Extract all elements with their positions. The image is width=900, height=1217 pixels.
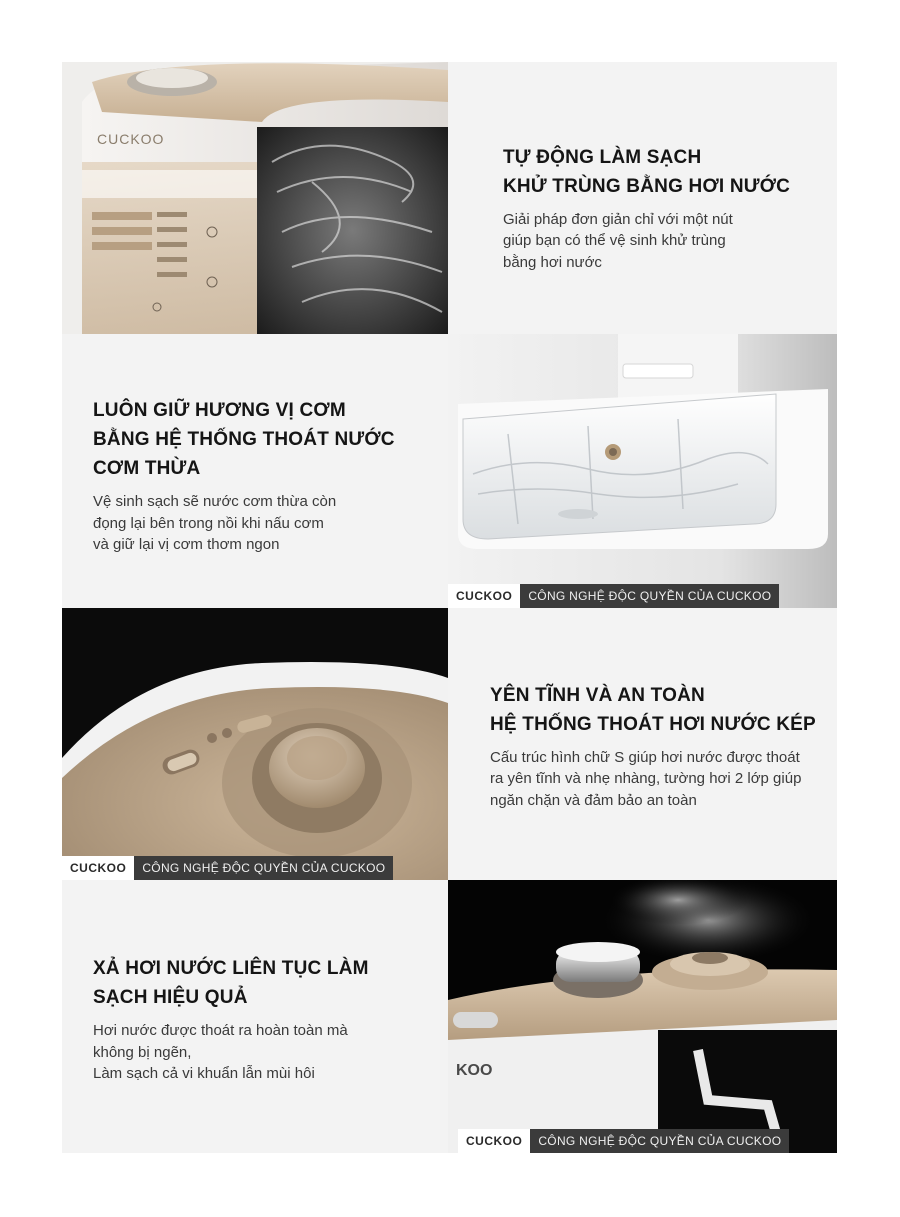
badge-brand: CUCKOO (458, 1129, 530, 1153)
desc-line: giúp bạn có thể vệ sinh khử trùng (503, 232, 726, 250)
quiet-safe-title (490, 681, 837, 739)
residue-drain-description (93, 491, 448, 556)
badge-brand: CUCKOO (448, 584, 520, 608)
exclusive-tech-badge (62, 856, 393, 880)
steam-clean-title (503, 143, 837, 201)
badge-note: CÔNG NGHỆ ĐỘC QUYỀN CỦA CUCKOO (134, 856, 393, 880)
steam-clean-description (503, 209, 837, 274)
desc-line: không bị ngẽn, (93, 1043, 192, 1061)
desc-line: Vệ sinh sạch sẽ nước cơm thừa còn (93, 493, 337, 511)
cooker-brand-text: CUCKOO (97, 131, 165, 147)
desc-line: đọng lại bên trong nồi khi nấu cơm (93, 514, 324, 532)
title-line: TỰ ĐỘNG LÀM SẠCH (503, 146, 702, 168)
title-line: KHỬ TRÙNG BẰNG HƠI NƯỚC (503, 175, 791, 197)
steam-release-photo (448, 880, 837, 1153)
title-line: LUÔN GIỮ HƯƠNG VỊ CƠM (93, 400, 346, 422)
desc-line: Làm sạch cả vi khuẩn lẫn mùi hôi (93, 1065, 315, 1083)
exclusive-tech-badge (458, 1129, 789, 1153)
exclusive-tech-badge (448, 584, 779, 608)
title-line: HỆ THỐNG THOÁT HƠI NƯỚC KÉP (490, 713, 816, 735)
badge-note: CÔNG NGHỆ ĐỘC QUYỀN CỦA CUCKOO (520, 584, 779, 608)
steam-valve-photo (62, 608, 448, 880)
continuous-steam-description (93, 1020, 448, 1085)
water-tank-photo (448, 334, 837, 608)
feature-grid (62, 62, 837, 1153)
badge-brand: CUCKOO (62, 856, 134, 880)
quiet-safe-description (490, 747, 837, 812)
title-line: SẠCH HIỆU QUẢ (93, 987, 248, 1009)
steam-clean-text-panel (448, 62, 837, 334)
desc-line: Giải pháp đơn giản chỉ với một nút (503, 210, 733, 228)
residue-drain-title (93, 396, 448, 483)
title-line: CƠM THỪA (93, 458, 201, 480)
title-line: YÊN TĨNH VÀ AN TOÀN (490, 684, 705, 706)
badge-note: CÔNG NGHỆ ĐỘC QUYỀN CỦA CUCKOO (530, 1129, 789, 1153)
desc-line: Cấu trúc hình chữ S giúp hơi nước được thoát (490, 748, 800, 766)
title-line: XẢ HƠI NƯỚC LIÊN TỤC LÀM (93, 958, 369, 980)
desc-line: bằng hơi nước (503, 253, 602, 271)
residue-drain-text-panel (62, 334, 448, 608)
desc-line: ra yên tĩnh và nhẹ nhàng, tường hơi 2 lớp giúp (490, 770, 802, 788)
desc-line: và giữ lại vị cơm thơm ngon (93, 536, 280, 554)
continuous-steam-text-panel (62, 880, 448, 1153)
steam-clean-photo (62, 62, 448, 334)
desc-line: Hơi nước được thoát ra hoàn toàn mà (93, 1022, 348, 1040)
cooker-brand-text: KOO (456, 1062, 493, 1079)
title-line: BẰNG HỆ THỐNG THOÁT NƯỚC (93, 429, 395, 451)
quiet-safe-text-panel (448, 608, 837, 880)
desc-line: ngăn chặn và đảm bảo an toàn (490, 791, 697, 809)
continuous-steam-title (93, 954, 448, 1012)
